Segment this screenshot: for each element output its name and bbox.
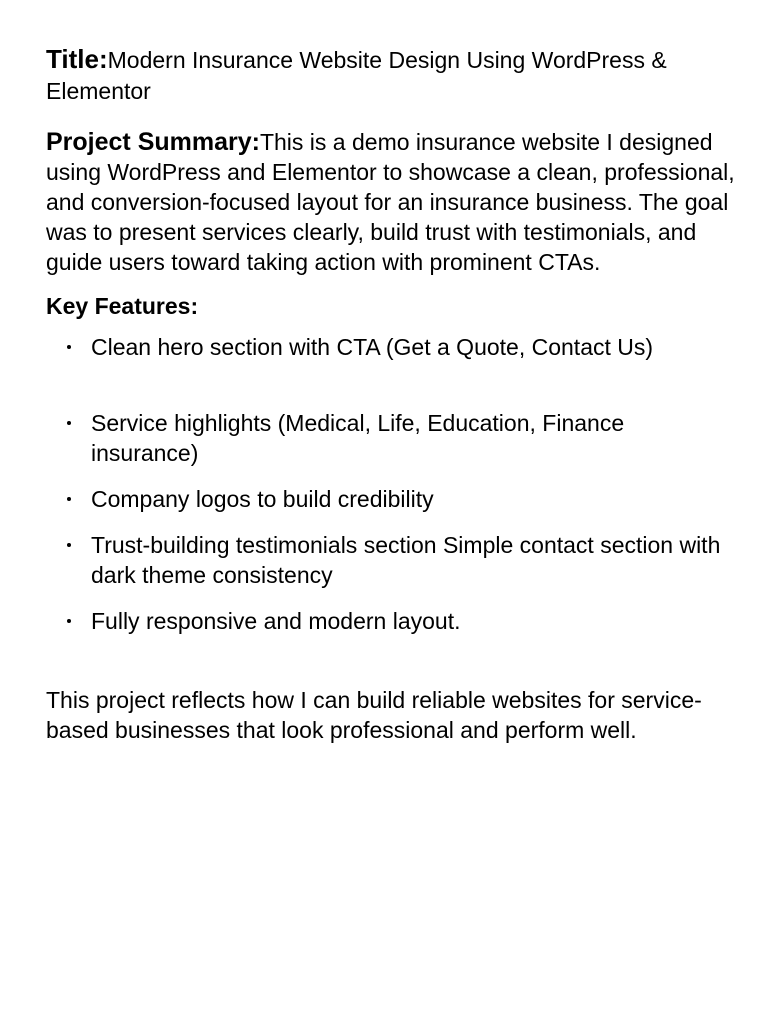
feature-text: Service highlights (Medical, Life, Education, Finance insurance) xyxy=(91,410,625,466)
feature-text: Company logos to build credibility xyxy=(91,486,434,512)
project-summary xyxy=(46,127,736,277)
bullet-icon xyxy=(67,497,71,501)
list-item xyxy=(46,606,736,636)
key-features-list xyxy=(46,332,736,636)
closing-paragraph: This project reflects how I can build reliable websites for service-based businesses that look professional and perform well. xyxy=(46,687,702,743)
bullet-icon xyxy=(67,421,71,425)
key-features-heading: Key Features: xyxy=(46,293,199,319)
feature-text: Fully responsive and modern layout. xyxy=(91,608,461,634)
title-text: Modern Insurance Website Design Using WordPress & Elementor xyxy=(46,47,667,104)
list-item xyxy=(46,408,736,468)
document-page xyxy=(46,44,736,745)
bullet-icon xyxy=(67,619,71,623)
list-item xyxy=(46,484,736,514)
document-title xyxy=(46,44,736,107)
list-item xyxy=(46,332,736,362)
list-item xyxy=(46,530,736,590)
summary-label: Project Summary: xyxy=(46,128,260,156)
title-label: Title: xyxy=(46,44,108,74)
feature-text: Clean hero section with CTA (Get a Quote, Contact Us) xyxy=(91,334,654,360)
feature-text: Trust-building testimonials section Simple contact section with dark theme consistency xyxy=(91,532,721,588)
summary-text: This is a demo insurance website I designed using WordPress and Elementor to showcase a clean, professional, and conversion-focused layout for an insurance business. The goal was to present services clearly, build trust with testimonials, and guide users toward taking action with prominent CTAs. xyxy=(46,129,735,275)
bullet-icon xyxy=(67,543,71,547)
bullet-icon xyxy=(67,345,71,349)
